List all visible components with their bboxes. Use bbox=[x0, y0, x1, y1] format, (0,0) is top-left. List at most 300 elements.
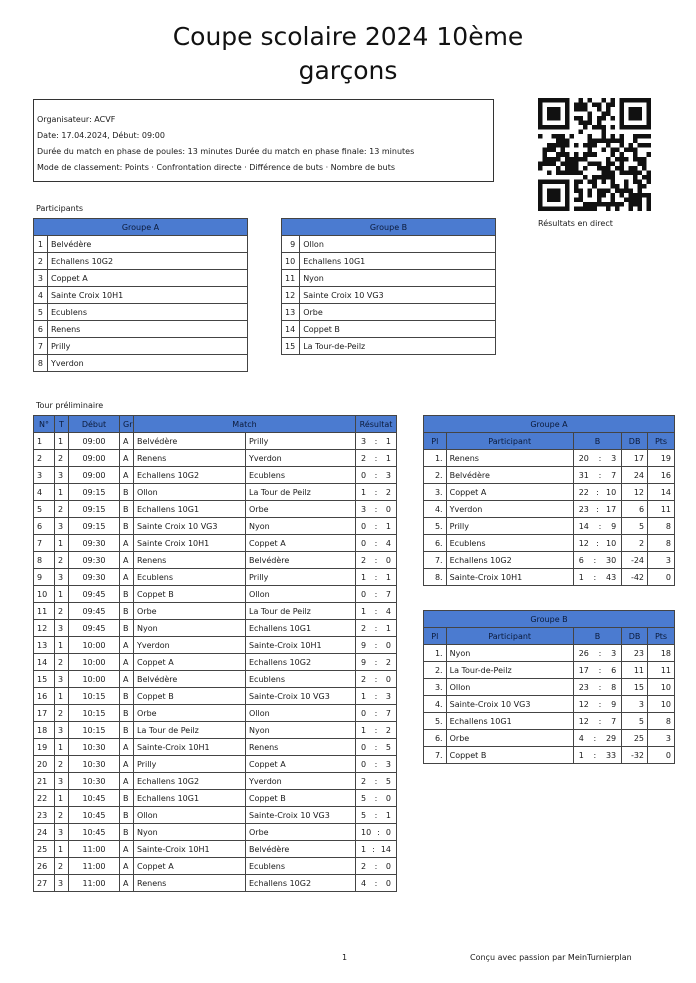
standings-row bbox=[424, 730, 675, 747]
away-score: 0 bbox=[385, 878, 391, 888]
standings-goal-diff: 6 bbox=[622, 501, 648, 518]
score-separator: : bbox=[374, 623, 378, 633]
match-field: 1 bbox=[55, 790, 69, 807]
match-home-team: Sainte Croix 10H1 bbox=[134, 535, 246, 552]
standings-team: Prilly bbox=[446, 518, 573, 535]
match-result bbox=[356, 722, 397, 739]
match-number: 10 bbox=[34, 586, 55, 603]
prelim-matches-table bbox=[33, 415, 397, 892]
goals-for: 4 bbox=[578, 733, 584, 743]
match-result bbox=[356, 688, 397, 705]
match-group: A bbox=[120, 433, 134, 450]
goals-against: 7 bbox=[611, 716, 617, 726]
participant-number: 14 bbox=[282, 321, 300, 338]
match-result bbox=[356, 535, 397, 552]
score-separator: : bbox=[374, 776, 378, 786]
standings-goal-diff: -32 bbox=[622, 747, 648, 764]
col-header-resultat: Résultat bbox=[356, 416, 397, 433]
match-row bbox=[34, 620, 397, 637]
match-row bbox=[34, 603, 397, 620]
standings-team: Renens bbox=[446, 450, 573, 467]
standings-team: Coppet B bbox=[446, 747, 573, 764]
match-away-team: Nyon bbox=[246, 518, 356, 535]
standings-team: Nyon bbox=[446, 645, 573, 662]
score-separator: : bbox=[374, 436, 378, 446]
away-score: 1 bbox=[385, 810, 391, 820]
match-group: B bbox=[120, 501, 134, 518]
standings-place: 8. bbox=[424, 569, 447, 586]
goals-against: 29 bbox=[605, 733, 617, 743]
match-away-team: Ecublens bbox=[246, 858, 356, 875]
participant-number: 13 bbox=[282, 304, 300, 321]
match-away-team: Renens bbox=[246, 739, 356, 756]
match-group: B bbox=[120, 722, 134, 739]
goals-against: 10 bbox=[605, 487, 617, 497]
match-number: 9 bbox=[34, 569, 55, 586]
col-header-debut: Début bbox=[69, 416, 120, 433]
home-score: 1 bbox=[361, 487, 367, 497]
match-group: A bbox=[120, 739, 134, 756]
match-row bbox=[34, 671, 397, 688]
match-away-team: Coppet A bbox=[246, 756, 356, 773]
participant-name: Prilly bbox=[48, 338, 248, 355]
goals-against: 9 bbox=[611, 521, 617, 531]
match-result bbox=[356, 790, 397, 807]
match-group: B bbox=[120, 603, 134, 620]
standings-points: 16 bbox=[648, 467, 675, 484]
match-home-team: Ollon bbox=[134, 807, 246, 824]
score-separator: : bbox=[377, 827, 380, 837]
goals-against: 3 bbox=[611, 648, 617, 658]
goals-separator: : bbox=[593, 572, 597, 582]
match-away-team: Ollon bbox=[246, 705, 356, 722]
standings-team: Ollon bbox=[446, 679, 573, 696]
score-separator: : bbox=[374, 504, 378, 514]
match-group: A bbox=[120, 756, 134, 773]
participant-name: Renens bbox=[48, 321, 248, 338]
match-field: 1 bbox=[55, 433, 69, 450]
match-number: 14 bbox=[34, 654, 55, 671]
match-away-team: Yverdon bbox=[246, 450, 356, 467]
away-score: 2 bbox=[385, 657, 391, 667]
standings-place: 4. bbox=[424, 696, 447, 713]
standings-goals bbox=[573, 518, 621, 535]
match-away-team: Sainte-Croix 10H1 bbox=[246, 637, 356, 654]
col-header-participant: Participant bbox=[446, 628, 573, 645]
match-number: 13 bbox=[34, 637, 55, 654]
match-field: 2 bbox=[55, 705, 69, 722]
footer-credit: Conçu avec passion par MeinTurnierplan bbox=[470, 953, 632, 962]
participant-name: Ollon bbox=[300, 236, 496, 253]
goals-for: 14 bbox=[578, 521, 589, 531]
participant-row bbox=[34, 270, 248, 287]
away-score: 0 bbox=[385, 555, 391, 565]
match-group: B bbox=[120, 705, 134, 722]
participant-number: 9 bbox=[282, 236, 300, 253]
match-time: 11:00 bbox=[69, 841, 120, 858]
match-time: 09:30 bbox=[69, 552, 120, 569]
away-score: 3 bbox=[385, 691, 391, 701]
match-field: 2 bbox=[55, 807, 69, 824]
standings-goals bbox=[573, 747, 621, 764]
match-time: 10:30 bbox=[69, 773, 120, 790]
match-group: B bbox=[120, 824, 134, 841]
away-score: 14 bbox=[380, 844, 391, 854]
goals-against: 43 bbox=[605, 572, 617, 582]
match-away-team: Ecublens bbox=[246, 671, 356, 688]
match-result bbox=[356, 756, 397, 773]
home-score: 2 bbox=[361, 555, 367, 565]
match-time: 11:00 bbox=[69, 858, 120, 875]
match-group: A bbox=[120, 450, 134, 467]
standings-goals bbox=[573, 552, 621, 569]
standings-goal-diff: 17 bbox=[622, 450, 648, 467]
score-separator: : bbox=[374, 742, 378, 752]
match-home-team: Coppet B bbox=[134, 688, 246, 705]
match-group: B bbox=[120, 484, 134, 501]
match-result bbox=[356, 807, 397, 824]
goals-for: 31 bbox=[578, 470, 589, 480]
match-number: 3 bbox=[34, 467, 55, 484]
home-score: 0 bbox=[361, 759, 367, 769]
match-row bbox=[34, 484, 397, 501]
match-number: 24 bbox=[34, 824, 55, 841]
match-home-team: Coppet B bbox=[134, 586, 246, 603]
participant-number: 15 bbox=[282, 338, 300, 355]
match-home-team: Coppet A bbox=[134, 858, 246, 875]
match-group: B bbox=[120, 807, 134, 824]
match-group: A bbox=[120, 535, 134, 552]
match-home-team: Echallens 10G1 bbox=[134, 501, 246, 518]
score-separator: : bbox=[374, 725, 378, 735]
match-home-team: Ecublens bbox=[134, 569, 246, 586]
match-field: 2 bbox=[55, 552, 69, 569]
standings-place: 3. bbox=[424, 484, 447, 501]
match-time: 10:00 bbox=[69, 671, 120, 688]
standings-points: 19 bbox=[648, 450, 675, 467]
match-field: 1 bbox=[55, 535, 69, 552]
match-row bbox=[34, 824, 397, 841]
participant-name: Echallens 10G1 bbox=[300, 253, 496, 270]
match-field: 1 bbox=[55, 637, 69, 654]
participant-number: 11 bbox=[282, 270, 300, 287]
col-header-b: B bbox=[573, 433, 621, 450]
home-score: 2 bbox=[361, 861, 367, 871]
away-score: 0 bbox=[385, 640, 391, 650]
match-time: 09:00 bbox=[69, 467, 120, 484]
score-separator: : bbox=[374, 487, 378, 497]
participant-name: Echallens 10G2 bbox=[48, 253, 248, 270]
participant-row bbox=[282, 287, 496, 304]
standings-place: 6. bbox=[424, 535, 447, 552]
standings-group-a-table bbox=[423, 415, 675, 586]
match-number: 12 bbox=[34, 620, 55, 637]
col-header-number: N° bbox=[34, 416, 55, 433]
col-header-participant: Participant bbox=[446, 433, 573, 450]
match-group: A bbox=[120, 637, 134, 654]
home-score: 1 bbox=[361, 691, 367, 701]
match-row bbox=[34, 722, 397, 739]
match-row bbox=[34, 433, 397, 450]
match-row bbox=[34, 858, 397, 875]
goals-against: 3 bbox=[611, 453, 617, 463]
participant-name: Coppet A bbox=[48, 270, 248, 287]
away-score: 0 bbox=[385, 504, 391, 514]
match-time: 10:15 bbox=[69, 688, 120, 705]
goals-for: 1 bbox=[578, 750, 584, 760]
goals-for: 12 bbox=[578, 716, 589, 726]
standings-row bbox=[424, 518, 675, 535]
participant-row bbox=[282, 338, 496, 355]
prelim-label: Tour préliminaire bbox=[36, 401, 104, 410]
match-result bbox=[356, 739, 397, 756]
match-result bbox=[356, 858, 397, 875]
match-away-team: Orbe bbox=[246, 824, 356, 841]
match-away-team: Echallens 10G1 bbox=[246, 620, 356, 637]
match-row bbox=[34, 501, 397, 518]
home-score: 0 bbox=[361, 521, 367, 531]
participant-row bbox=[34, 236, 248, 253]
standings-goals bbox=[573, 730, 621, 747]
away-score: 4 bbox=[385, 606, 391, 616]
qr-label: Résultats en direct bbox=[538, 219, 613, 228]
standings-group-a-title: Groupe A bbox=[424, 416, 675, 433]
standings-goal-diff: -24 bbox=[622, 552, 648, 569]
participant-row bbox=[34, 253, 248, 270]
score-separator: : bbox=[374, 589, 378, 599]
match-result bbox=[356, 569, 397, 586]
standings-goals bbox=[573, 679, 621, 696]
standings-place: 3. bbox=[424, 679, 447, 696]
participant-number: 2 bbox=[34, 253, 48, 270]
goals-separator: : bbox=[598, 699, 602, 709]
match-row bbox=[34, 518, 397, 535]
away-score: 1 bbox=[385, 521, 391, 531]
standings-goals bbox=[573, 696, 621, 713]
match-home-team: Ollon bbox=[134, 484, 246, 501]
goals-for: 12 bbox=[578, 538, 589, 548]
col-header-pl: Pl bbox=[424, 433, 447, 450]
match-field: 1 bbox=[55, 484, 69, 501]
match-away-team: Coppet A bbox=[246, 535, 356, 552]
score-separator: : bbox=[374, 878, 378, 888]
page-title bbox=[0, 20, 696, 88]
match-group: A bbox=[120, 552, 134, 569]
standings-goals bbox=[573, 645, 621, 662]
goals-against: 30 bbox=[605, 555, 617, 565]
away-score: 5 bbox=[385, 776, 391, 786]
away-score: 3 bbox=[385, 759, 391, 769]
participant-row bbox=[34, 304, 248, 321]
match-field: 1 bbox=[55, 841, 69, 858]
home-score: 1 bbox=[361, 606, 367, 616]
goals-against: 8 bbox=[611, 682, 617, 692]
home-score: 2 bbox=[361, 623, 367, 633]
match-number: 22 bbox=[34, 790, 55, 807]
participant-name: La Tour-de-Peilz bbox=[300, 338, 496, 355]
match-number: 4 bbox=[34, 484, 55, 501]
standings-goals bbox=[573, 467, 621, 484]
standings-place: 1. bbox=[424, 450, 447, 467]
match-field: 3 bbox=[55, 569, 69, 586]
match-field: 3 bbox=[55, 722, 69, 739]
match-number: 1 bbox=[34, 433, 55, 450]
match-time: 09:45 bbox=[69, 603, 120, 620]
ranking-mode-text: Mode de classement: Points · Confrontation directe · Différence de buts · Nombre de buts bbox=[37, 163, 395, 172]
match-field: 2 bbox=[55, 450, 69, 467]
participant-name: Sainte Croix 10H1 bbox=[48, 287, 248, 304]
standings-points: 3 bbox=[648, 730, 675, 747]
match-time: 10:00 bbox=[69, 654, 120, 671]
participant-name: Nyon bbox=[300, 270, 496, 287]
standings-points: 14 bbox=[648, 484, 675, 501]
match-home-team: Belvédère bbox=[134, 671, 246, 688]
goals-separator: : bbox=[598, 470, 602, 480]
duration-text: Durée du match en phase de poules: 13 minutes Durée du match en phase finale: 13 minutes bbox=[37, 147, 415, 156]
match-home-team: Renens bbox=[134, 552, 246, 569]
home-score: 0 bbox=[361, 589, 367, 599]
home-score: 1 bbox=[361, 725, 367, 735]
match-away-team: Ollon bbox=[246, 586, 356, 603]
match-field: 2 bbox=[55, 654, 69, 671]
match-group: B bbox=[120, 688, 134, 705]
away-score: 0 bbox=[385, 827, 391, 837]
standings-goal-diff: 3 bbox=[622, 696, 648, 713]
match-result bbox=[356, 467, 397, 484]
standings-points: 8 bbox=[648, 713, 675, 730]
match-time: 09:15 bbox=[69, 518, 120, 535]
standings-team: Orbe bbox=[446, 730, 573, 747]
goals-for: 20 bbox=[578, 453, 589, 463]
standings-team: Yverdon bbox=[446, 501, 573, 518]
score-separator: : bbox=[374, 810, 378, 820]
match-away-team: Echallens 10G2 bbox=[246, 654, 356, 671]
match-time: 10:45 bbox=[69, 790, 120, 807]
score-separator: : bbox=[374, 759, 378, 769]
match-field: 1 bbox=[55, 739, 69, 756]
match-row bbox=[34, 569, 397, 586]
goals-against: 6 bbox=[611, 665, 617, 675]
standings-goals bbox=[573, 484, 621, 501]
home-score: 2 bbox=[361, 453, 367, 463]
match-home-team: Belvédère bbox=[134, 433, 246, 450]
participant-number: 5 bbox=[34, 304, 48, 321]
home-score: 0 bbox=[361, 538, 367, 548]
col-header-db: DB bbox=[622, 628, 648, 645]
participants-group-a-title: Groupe A bbox=[34, 219, 248, 236]
score-separator: : bbox=[374, 657, 378, 667]
goals-against: 10 bbox=[605, 538, 617, 548]
standings-row bbox=[424, 501, 675, 518]
match-number: 20 bbox=[34, 756, 55, 773]
away-score: 7 bbox=[385, 589, 391, 599]
standings-points: 18 bbox=[648, 645, 675, 662]
match-field: 2 bbox=[55, 501, 69, 518]
goals-separator: : bbox=[593, 555, 597, 565]
match-away-team: Belvédère bbox=[246, 841, 356, 858]
match-result bbox=[356, 671, 397, 688]
participant-row bbox=[282, 253, 496, 270]
score-separator: : bbox=[374, 606, 378, 616]
goals-separator: : bbox=[598, 665, 602, 675]
participant-row bbox=[34, 321, 248, 338]
standings-place: 4. bbox=[424, 501, 447, 518]
match-row bbox=[34, 450, 397, 467]
away-score: 3 bbox=[385, 470, 391, 480]
standings-group-b-title: Groupe B bbox=[424, 611, 675, 628]
match-home-team: Echallens 10G1 bbox=[134, 790, 246, 807]
match-home-team: Orbe bbox=[134, 603, 246, 620]
standings-points: 11 bbox=[648, 501, 675, 518]
participant-name: Orbe bbox=[300, 304, 496, 321]
home-score: 3 bbox=[361, 436, 367, 446]
home-score: 2 bbox=[361, 674, 367, 684]
match-group: A bbox=[120, 773, 134, 790]
participant-row bbox=[34, 338, 248, 355]
title-line-2: garçons bbox=[298, 56, 398, 85]
match-number: 6 bbox=[34, 518, 55, 535]
title-line-1: Coupe scolaire 2024 10ème bbox=[172, 22, 524, 51]
participant-name: Sainte Croix 10 VG3 bbox=[300, 287, 496, 304]
qr-code[interactable] bbox=[538, 98, 651, 211]
participant-number: 4 bbox=[34, 287, 48, 304]
match-row bbox=[34, 637, 397, 654]
match-result bbox=[356, 654, 397, 671]
participants-group-b-table bbox=[281, 218, 496, 355]
goals-for: 22 bbox=[578, 487, 589, 497]
match-field: 3 bbox=[55, 671, 69, 688]
goals-against: 9 bbox=[611, 699, 617, 709]
match-group: A bbox=[120, 841, 134, 858]
match-time: 10:45 bbox=[69, 824, 120, 841]
standings-row bbox=[424, 713, 675, 730]
match-result bbox=[356, 637, 397, 654]
away-score: 1 bbox=[385, 623, 391, 633]
match-group: A bbox=[120, 875, 134, 892]
standings-points: 11 bbox=[648, 662, 675, 679]
match-field: 2 bbox=[55, 756, 69, 773]
match-away-team: Orbe bbox=[246, 501, 356, 518]
date-text: Date: 17.04.2024, Début: 09:00 bbox=[37, 131, 165, 140]
score-separator: : bbox=[374, 793, 378, 803]
standings-points: 10 bbox=[648, 696, 675, 713]
participant-row bbox=[282, 270, 496, 287]
score-separator: : bbox=[374, 521, 378, 531]
match-away-team: Echallens 10G2 bbox=[246, 875, 356, 892]
match-result bbox=[356, 603, 397, 620]
standings-row bbox=[424, 467, 675, 484]
home-score: 9 bbox=[361, 640, 367, 650]
home-score: 10 bbox=[361, 827, 372, 837]
standings-goal-diff: 12 bbox=[622, 484, 648, 501]
goals-against: 33 bbox=[605, 750, 617, 760]
standings-row bbox=[424, 747, 675, 764]
participant-number: 3 bbox=[34, 270, 48, 287]
match-away-team: Nyon bbox=[246, 722, 356, 739]
match-time: 09:00 bbox=[69, 433, 120, 450]
participant-row bbox=[282, 321, 496, 338]
home-score: 3 bbox=[361, 504, 367, 514]
participant-number: 12 bbox=[282, 287, 300, 304]
match-group: A bbox=[120, 467, 134, 484]
match-away-team: Prilly bbox=[246, 433, 356, 450]
match-time: 09:45 bbox=[69, 586, 120, 603]
match-home-team: Echallens 10G2 bbox=[134, 773, 246, 790]
away-score: 1 bbox=[385, 436, 391, 446]
standings-goals bbox=[573, 569, 621, 586]
match-away-team: Ecublens bbox=[246, 467, 356, 484]
match-time: 09:45 bbox=[69, 620, 120, 637]
